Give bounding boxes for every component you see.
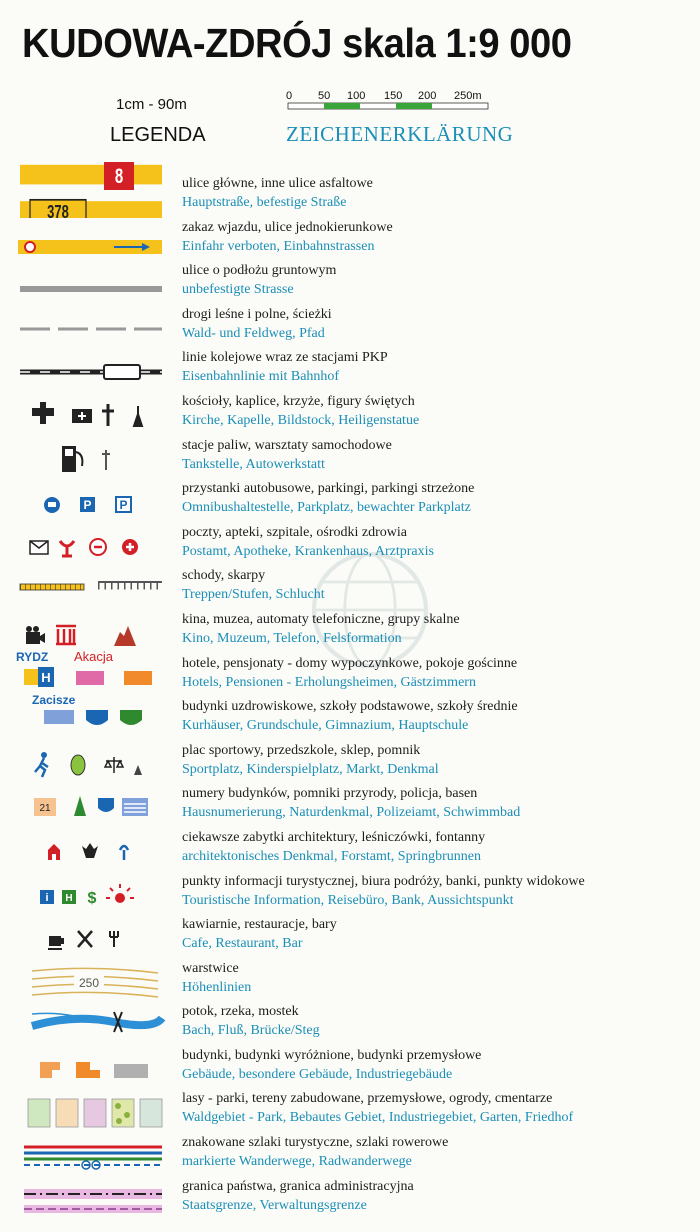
legend-row: [0, 1089, 700, 1133]
stairs-icon: [14, 568, 166, 608]
legend-text-de: Hausnumerierung, Naturdenkmal, Polizeiamt, Schwimmbad: [182, 805, 521, 821]
legend-text-pl: poczty, apteki, szpitale, ośrodki zdrowia: [182, 524, 407, 540]
legend-text-de: Staatsgrenze, Verwaltungsgrenze: [182, 1197, 367, 1213]
scale-tick: 0: [286, 90, 293, 102]
house-number: 21: [39, 803, 51, 815]
legend-row: [0, 1133, 700, 1177]
legend-text-de: Hotels, Pensionen - Erholungsheimen, Gästzimmern: [182, 674, 476, 690]
legend-text-pl: ciekawsze zabytki architektury, leśniczówki, fontanny: [182, 829, 486, 845]
legend-text-pl: numery budynków, pomniki przyrody, policja, basen: [182, 786, 478, 802]
post-pharmacy-icon: [14, 525, 166, 565]
legend-text-de: Postamt, Apotheke, Krankenhaus, Arztpraxis: [182, 543, 434, 559]
legend-text-pl: potok, rzeka, mostek: [182, 1004, 299, 1020]
svg-text:$: $: [87, 889, 97, 907]
legend-row: [0, 305, 700, 349]
contour-value: 250: [78, 975, 100, 990]
legend-text-de: Bach, Fluß, Brücke/Steg: [182, 1023, 320, 1039]
legend-text-de: Höhenlinien: [182, 979, 252, 995]
legend-text-pl: linie kolejowe wraz ze stacjami PKP: [182, 350, 388, 366]
fuel-station-icon: [14, 438, 166, 478]
dirt-road-icon: [14, 263, 166, 303]
hotel-icon: [14, 648, 166, 694]
legend-text-de: Einfahr verboten, Einbahnstrassen: [182, 238, 375, 254]
legend-text-pl: zakaz wjazdu, ulice jednokierunkowe: [182, 219, 393, 235]
legend-row: [0, 348, 700, 392]
legend-text-pl: przystanki autobusowe, parkingi, parkingi strzeżone: [182, 481, 475, 497]
scale-tick: 200: [418, 90, 437, 102]
legend-text-pl: budynki, budynki wyróżnione, budynki przemysłowe: [182, 1047, 482, 1063]
legend-row: [0, 959, 700, 1003]
legend-row: [0, 523, 700, 567]
road-badge: 8: [114, 163, 124, 188]
info-icon: [14, 874, 166, 914]
legend-row: [0, 1046, 700, 1090]
main-road-icon: [14, 162, 166, 218]
scale-ratio: 1cm - 90m: [116, 96, 187, 113]
legend-row: [0, 218, 700, 262]
buildings-icon: [14, 1048, 166, 1088]
border-icon: [14, 1179, 166, 1219]
legend-text-pl: punkty informacji turystycznej, biura podróży, banki, punkty widokowe: [182, 873, 585, 889]
hotel-name: Zacisze: [32, 693, 76, 708]
contour-icon: [14, 961, 166, 1001]
legend-text-de: Kino, Muzeum, Telefon, Felsformation: [182, 630, 402, 646]
legend-text-de: markierte Wanderwege, Radwanderwege: [182, 1154, 412, 1170]
monument-icon: [14, 830, 166, 870]
legend-text-pl: schody, skarpy: [182, 568, 266, 584]
cinema-museum-icon: [14, 612, 166, 652]
no-entry-one-way-icon: [14, 220, 166, 260]
legend-text-pl: ulice główne, inne ulice asfaltowe: [182, 176, 373, 191]
legend-text-de: Kirche, Kapelle, Bildstock, Heiligenstatue: [182, 412, 420, 428]
svg-text:H: H: [65, 892, 73, 904]
spa-school-icon: [14, 691, 166, 737]
cafe-icon: [14, 917, 166, 957]
trails-icon: [14, 1135, 166, 1175]
scale-tick: 100: [347, 90, 366, 102]
scale-tick: 50: [318, 90, 331, 102]
hotel-name: RYDZ: [16, 649, 49, 664]
svg-text:i: i: [45, 891, 49, 904]
svg-text:H: H: [41, 669, 51, 685]
legend-text-de: Wald- und Feldweg, Pfad: [182, 325, 325, 341]
legend-text-pl: hotele, pensjonaty - domy wypoczynkowe, pokoje gościnne: [182, 655, 518, 671]
legend-row: [0, 436, 700, 480]
legend-text-pl: lasy - parki, tereny zabudowane, przemysłowe, ogrody, cmentarze: [182, 1091, 553, 1107]
road-number: 378: [47, 203, 69, 218]
forest-path-icon: [14, 307, 166, 347]
legend-row: [0, 261, 700, 305]
legend-text-de: Kurhäuser, Grundschule, Gimnazium, Hauptschule: [182, 718, 469, 734]
page-title: KUDOWA-ZDRÓJ skala 1:9 000: [22, 20, 572, 66]
legend-text-pl: kina, muzea, automaty telefoniczne, grupy skalne: [182, 611, 460, 627]
legend-text-de: Omnibushaltestelle, Parkplatz, bewachter Parkplatz: [182, 500, 471, 516]
legend-row: [0, 784, 700, 828]
legend-text-pl: kościoły, kaplice, krzyże, figury świętych: [182, 393, 415, 409]
land-use-icon: [14, 1091, 166, 1131]
svg-text:P: P: [83, 498, 92, 513]
scale-bar: [284, 88, 494, 114]
legend-text-pl: znakowane szlaki turystyczne, szlaki rowerowe: [182, 1135, 449, 1151]
svg-text:P: P: [119, 498, 128, 513]
legend-text-de: Cafe, Restaurant, Bar: [182, 936, 303, 952]
river-icon: [14, 1004, 166, 1044]
legend-heading-de: ZEICHENERKLÄRUNG: [286, 122, 514, 146]
hotel-name: Akacja: [74, 648, 114, 664]
legend-text-de: Hauptstraße, befestige Straße: [182, 195, 347, 210]
railway-icon: [14, 350, 166, 390]
legend-text-de: unbefestigte Strasse: [182, 282, 294, 298]
house-number-icon: [14, 786, 166, 826]
legend-text-pl: plac sportowy, przedszkole, sklep, pomnik: [182, 742, 421, 758]
legend-text-de: Treppen/Stufen, Schlucht: [182, 587, 325, 603]
legend-text-de: Sportplatz, Kinderspielplatz, Markt, Denkmal: [182, 761, 439, 777]
scale-tick: 250m: [454, 90, 482, 102]
legend-row: [0, 915, 700, 959]
legend-row: [0, 392, 700, 436]
legend-row: [0, 479, 700, 523]
legend-text-de: Touristische Information, Reisebüro, Bank, Aussichtspunkt: [182, 892, 514, 908]
legend-text-pl: warstwice: [182, 960, 239, 976]
legend-row: [0, 741, 700, 785]
legend-text-de: architektonisches Denkmal, Forstamt, Springbrunnen: [182, 848, 481, 864]
legend-text-de: Waldgebiet - Park, Bebautes Gebiet, Industriegebiet, Garten, Friedhof: [182, 1110, 574, 1126]
sports-icon: [14, 743, 166, 783]
legend-text-pl: drogi leśne i polne, ścieżki: [182, 306, 332, 322]
legend-text-de: Eisenbahnlinie mit Bahnhof: [182, 369, 340, 385]
legend-row: [0, 828, 700, 872]
legend-list: [0, 163, 700, 1220]
legend-text-pl: stacje paliw, warsztaty samochodowe: [182, 437, 392, 453]
legend-heading-pl: LEGENDA: [110, 124, 206, 146]
church-icon: [14, 394, 166, 434]
legend-text-pl: budynki uzdrowiskowe, szkoły podstawowe, szkoły średnie: [182, 699, 518, 715]
legend-text-pl: kawiarnie, restauracje, bary: [182, 917, 337, 933]
legend-text-pl: ulice o podłożu gruntowym: [182, 263, 337, 279]
legend-row: [0, 693, 700, 741]
legend-row: [0, 163, 700, 218]
legend-text-de: Tankstelle, Autowerkstatt: [182, 456, 325, 472]
legend-row: [0, 872, 700, 916]
legend-row: [0, 1002, 700, 1046]
scale-tick: 150: [384, 90, 403, 102]
legend-row: [0, 1177, 700, 1221]
legend-text-de: Gebäude, besondere Gebäude, Industriegebäude: [182, 1066, 453, 1082]
legend-text-pl: granica państwa, granica administracyjna: [182, 1178, 414, 1194]
legend-row: [0, 566, 700, 610]
bus-parking-icon: [14, 481, 166, 521]
